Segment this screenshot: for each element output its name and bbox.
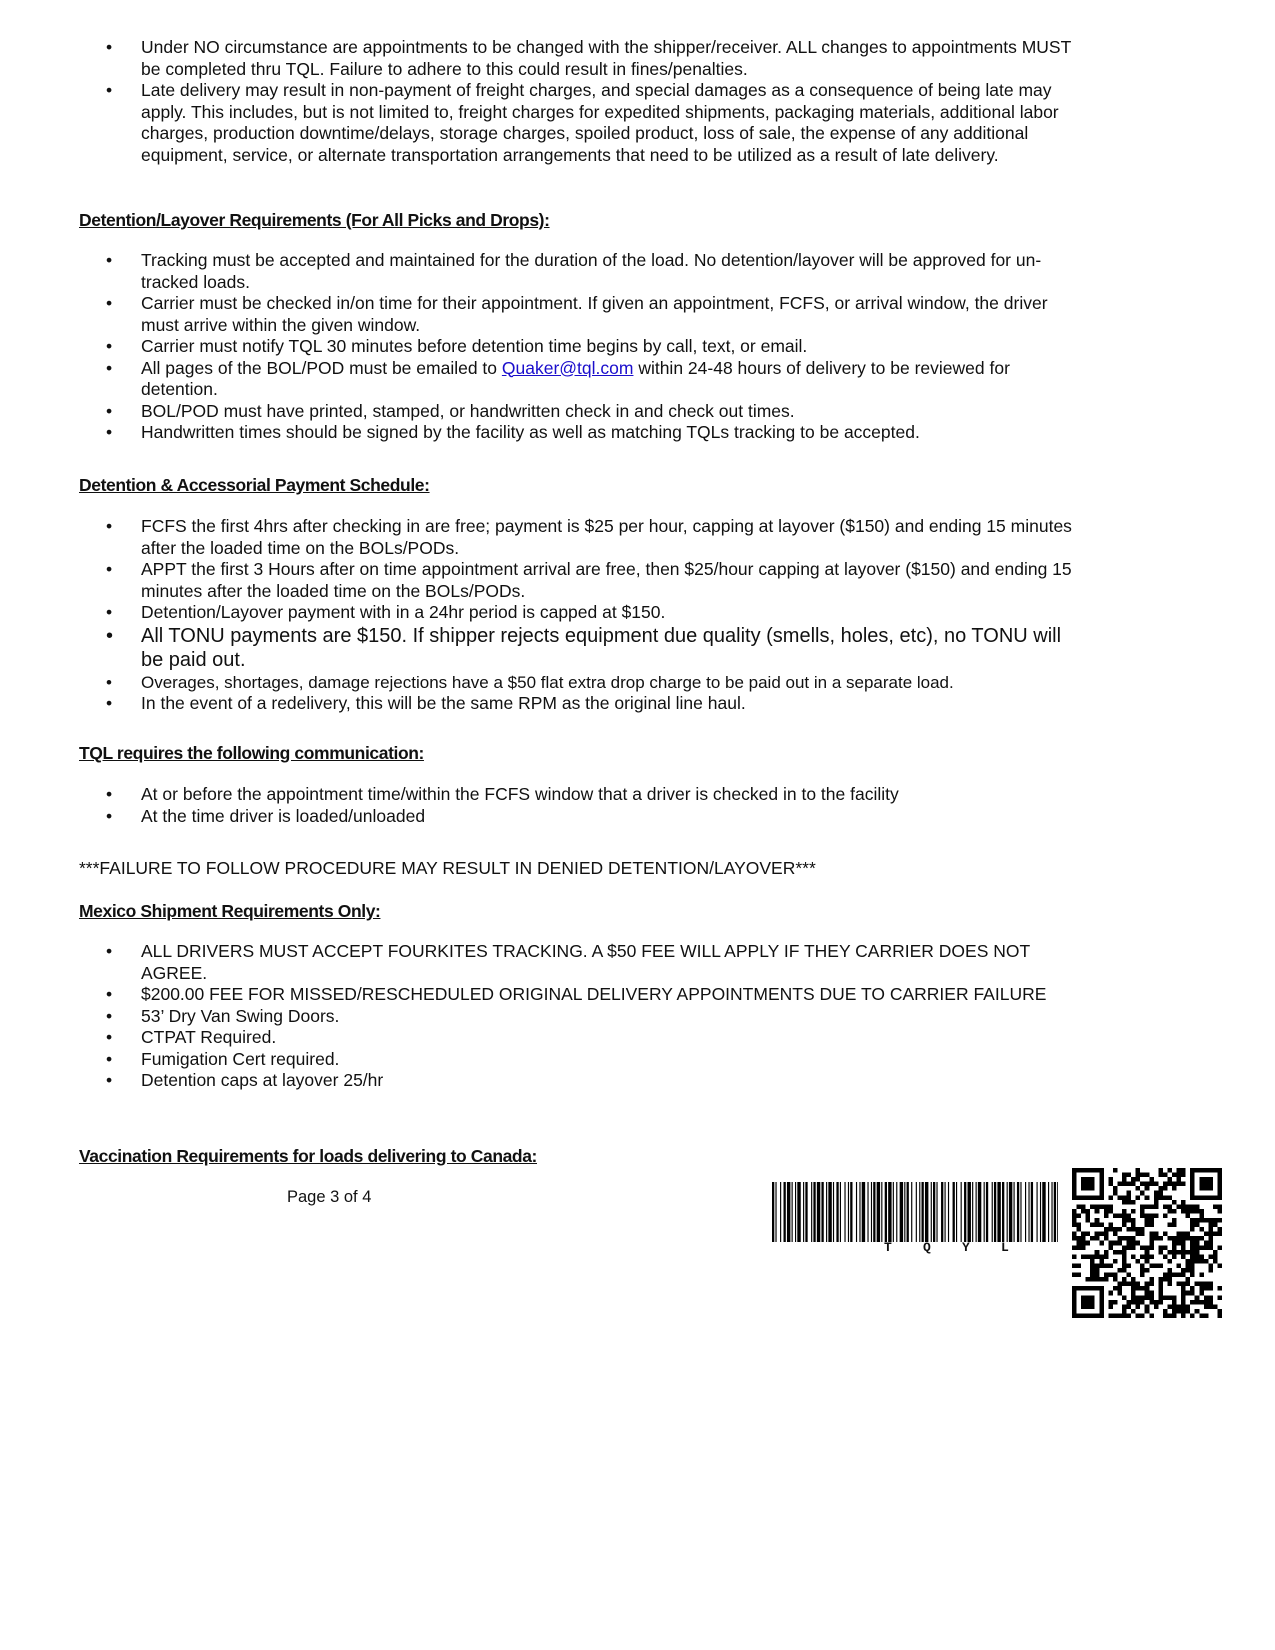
list-item: • BOL/POD must have printed, stamped, or handwritten check in and check out times. [106,401,1081,423]
list-item: • Detention caps at layover 25/hr [106,1070,1081,1092]
list-item: • In the event of a redelivery, this will be the same RPM as the original line haul. [106,693,1081,715]
email-text-before: All pages of the BOL/POD must be emailed to [141,357,502,378]
list-item: • 53’ Dry Van Swing Doors. [106,1006,1081,1028]
list-item: • Late delivery may result in non-payment of freight charges, and special damages as a consequence of being late may apply. This includes, but is not limited to, freight charges for expedited shipments, packaging materials, additional labor charges, production downtime/delays, storage charges, spoiled product, loss of sale, the expense of any additional equipment, service, or alternate transportation arrangements that need to be utilized as a result of late delivery. [106,80,1081,166]
list-item: • Under NO circumstance are appointments to be changed with the shipper/receiver. ALL changes to appointments MUST be completed thru TQL. Failure to adhere to this could result in fines/penalties. [106,37,1081,80]
barcode-char: T [884,1240,892,1255]
barcode-char: Q [923,1240,931,1255]
communication-heading: TQL requires the following communication: [79,743,424,763]
list-item: • APPT the first 3 Hours after on time appointment arrival are free, then $25/hour capping at layover ($150) and ending 15 minutes after the loaded time on the BOLs/PODs. [106,559,1081,602]
page-number: Page 3 of 4 [287,1188,372,1206]
failure-notice: ***FAILURE TO FOLLOW PROCEDURE MAY RESULT IN DENIED DETENTION/LAYOVER*** [79,858,816,878]
barcode-char: L [1001,1240,1009,1255]
qr-code-image [1072,1168,1222,1318]
email-text-after: within 24-48 hours of delivery to be reviewed for detention. [141,357,1010,399]
mexico-bullet-list [106,941,1081,1092]
list-item: • Tracking must be accepted and maintained for the duration of the load. No detention/layover will be approved for un-tracked loads. [106,250,1081,293]
list-item: • Fumigation Cert required. [106,1049,1081,1071]
list-item: • At or before the appointment time/within the FCFS window that a driver is checked in to the facility [106,784,1081,806]
list-item: • All TONU payments are $150. If shipper rejects equipment due quality (smells, holes, etc), no TONU will be paid out. [106,624,1081,672]
canada-heading: Vaccination Requirements for loads delivering to Canada: [79,1146,537,1166]
list-item: • CTPAT Required. [106,1027,1081,1049]
list-item: • Overages, shortages, damage rejections have a $50 flat extra drop charge to be paid out in a separate load. [106,672,1081,694]
barcode-caption [772,1240,1058,1256]
detention-bullet-list [106,250,1081,444]
list-item: • Carrier must notify TQL 30 minutes before detention time begins by call, text, or email. [106,336,1081,358]
list-item: • At the time driver is loaded/unloaded [106,806,1081,828]
communication-bullet-list [106,784,1081,827]
payment-bullet-list [106,516,1081,715]
barcode-char: Y [962,1240,970,1255]
detention-heading: Detention/Layover Requirements (For All Picks and Drops): [79,210,550,230]
barcode-image [772,1182,1058,1242]
list-item: • ALL DRIVERS MUST ACCEPT FOURKITES TRACKING. A $50 FEE WILL APPLY IF THEY CARRIER DOES NOT AGREE. [106,941,1081,984]
mexico-heading: Mexico Shipment Requirements Only: [79,901,381,921]
list-item: • Carrier must be checked in/on time for their appointment. If given an appointment, FCFS, or arrival window, the driver must arrive within the given window. [106,293,1081,336]
top-bullet-list [106,37,1081,166]
list-item: • FCFS the first 4hrs after checking in are free; payment is $25 per hour, capping at layover ($150) and ending 15 minutes after the loaded time on the BOLs/PODs. [106,516,1081,559]
payment-heading: Detention & Accessorial Payment Schedule: [79,475,430,495]
email-link[interactable]: Quaker@tql.com [501,357,634,378]
list-item: • Handwritten times should be signed by the facility as well as matching TQLs tracking to be accepted. [106,422,1081,444]
list-item: • Detention/Layover payment with in a 24hr period is capped at $150. [106,602,1081,624]
list-item: • $200.00 FEE FOR MISSED/RESCHEDULED ORIGINAL DELIVERY APPOINTMENTS DUE TO CARRIER FAILURE [106,984,1081,1006]
list-item-email [106,358,1081,401]
